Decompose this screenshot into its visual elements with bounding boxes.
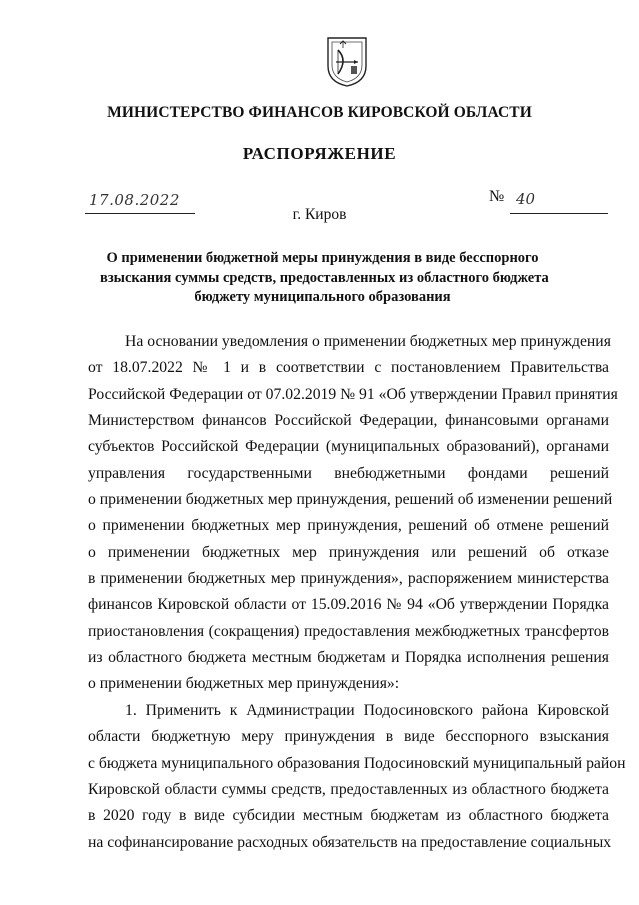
body-line: о применении бюджетных мер принуждения, решений об отмене решений — [88, 517, 609, 535]
document-type: РАСПОРЯЖЕНИЕ — [242, 144, 397, 163]
body-line: субъектов Российской Федерации (муниципальных образований), органами — [88, 438, 609, 456]
body-line: приостановления (сокращения) предоставления межбюджетных трансфертов — [88, 622, 609, 640]
body-line: Российской Федерации от 07.02.2019 № 91 «Об утверждении Правил принятия — [88, 385, 618, 403]
body-line: Министерством финансов Российской Федерации, финансовыми органами — [88, 412, 609, 430]
body-line: в 2020 году в виде субсидии местным бюджетам из областного бюджета — [88, 807, 609, 825]
handwritten-date: 17.08.2022 — [89, 191, 180, 209]
city: г. Киров — [292, 206, 347, 223]
body-line: На основании уведомления о применении бюджетных мер принуждения — [125, 333, 611, 350]
document-body — [88, 329, 626, 856]
body-line: о применении бюджетных мер принуждения или решений об отказе — [88, 543, 609, 561]
ministry-name: МИНИСТЕРСТВО ФИНАНСОВ КИРОВСКОЙ ОБЛАСТИ — [107, 104, 532, 121]
title-line: бюджету муниципального образования — [194, 289, 451, 305]
document-title — [100, 249, 549, 308]
body-line: финансов Кировской области от 15.09.2016 № 94 «Об утверждении Порядка — [88, 596, 609, 614]
body-line: 1. Применить к Администрации Подосиновского района Кировской — [125, 701, 609, 719]
body-line: о применении бюджетных мер принуждения»: — [88, 675, 400, 693]
handwritten-number: 40 — [516, 190, 536, 208]
title-line: взыскания суммы средств, предоставленных из областного бюджета — [100, 269, 549, 286]
kirov-coat-of-arms-icon — [326, 36, 368, 88]
body-line: Кировской области суммы средств, предоставленных из областного бюджета — [88, 780, 609, 798]
body-line: с бюджета муниципального образования Подосиновский муниципальный район — [88, 754, 626, 772]
body-line: управления государственными внебюджетными фондами решений — [88, 464, 609, 482]
number-label: № — [489, 188, 505, 205]
body-line: из областного бюджета местным бюджетам и Порядка исполнения решения — [88, 649, 609, 667]
body-line: области бюджетную меру принуждения в виде бесспорного взыскания — [88, 728, 609, 746]
body-line: в применении бюджетных мер принуждения», распоряжением министерства — [88, 570, 609, 588]
body-line: на софинансирование расходных обязательств на предоставление социальных — [88, 833, 612, 851]
body-line: о применении бюджетных мер принуждения, решений об изменении решений — [88, 491, 613, 509]
body-line: от 18.07.2022 № 1 и в соответствии с постановлением Правительства — [88, 359, 609, 377]
title-line: О применении бюджетной меры принуждения в виде бесспорного — [106, 250, 539, 266]
